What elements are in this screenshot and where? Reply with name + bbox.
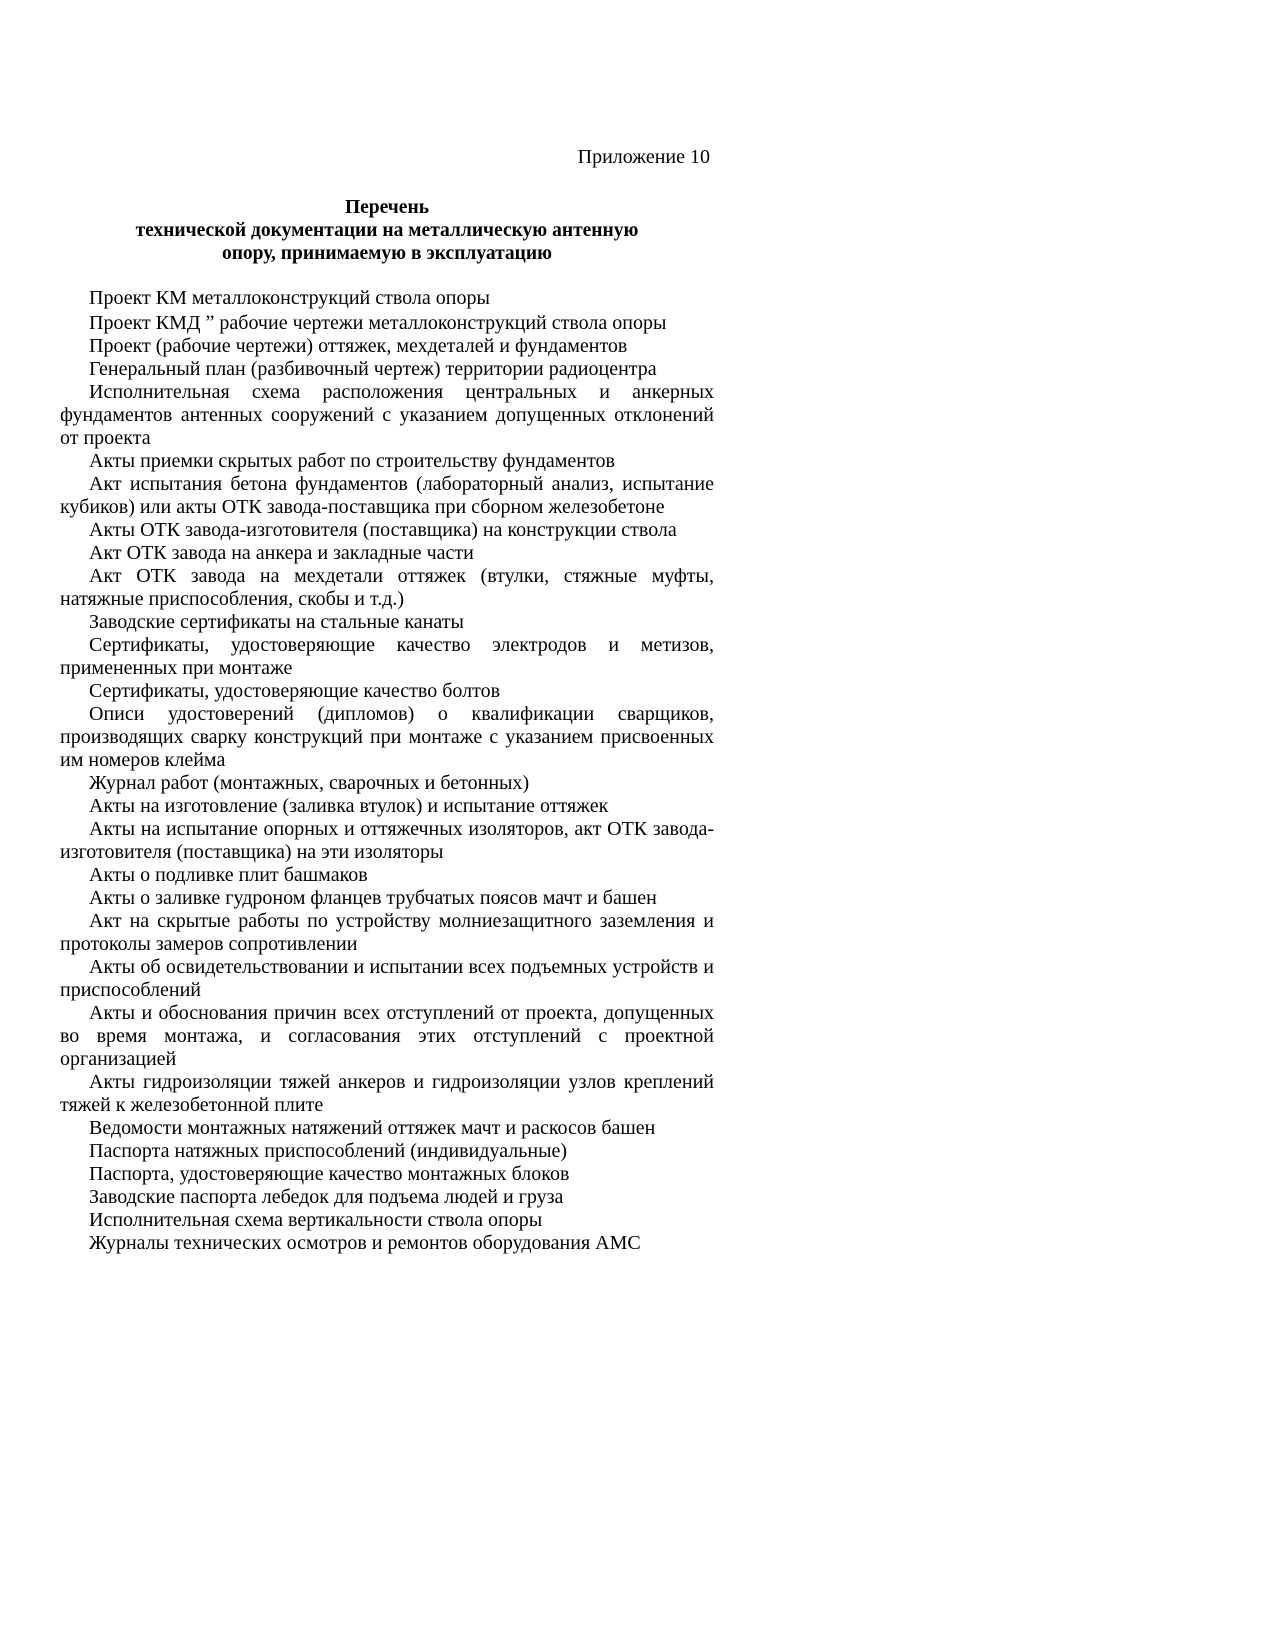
document-title <box>60 196 714 265</box>
list-item: Акты ОТК завода-изготовителя (поставщика) на конструкции ствола <box>89 519 677 541</box>
title-line-2: технической документации на металлическую антенную <box>135 220 639 241</box>
list-item: Проект КМ металлоконструкций ствола опоры <box>89 287 490 309</box>
list-item: Акт на скрытые работы по устройству молниезащитного заземления и протоколы замеров сопротивлении <box>60 910 714 955</box>
list-item: Акты о заливке гудроном фланцев трубчатых поясов мачт и башен <box>89 887 657 909</box>
list-item: Акты гидроизоляции тяжей анкеров и гидроизоляции узлов креплений тяжей к железобетонной плите <box>60 1071 714 1116</box>
list-item: Акты на изготовление (заливка втулок) и испытание оттяжек <box>89 795 609 817</box>
list-item: Акты и обоснования причин всех отступлений от проекта, допущенных во время монтажа, и согласования этих отступлений с проектной организацией <box>60 1002 714 1070</box>
list-item: Акты приемки скрытых работ по строительству фундаментов <box>89 450 615 472</box>
list-item: Описи удостоверений (дипломов) о квалификации сварщиков, производящих сварку конструкций при монтаже с указанием присвоенных им номеров клейма <box>60 703 714 771</box>
list-item: Проект (рабочие чертежи) оттяжек, мехдеталей и фундаментов <box>89 335 628 357</box>
list-item: Исполнительная схема вертикальности ствола опоры <box>89 1209 543 1231</box>
list-item: Проект КМД ˮ рабочие чертежи металлоконструкций ствола опоры <box>89 312 667 334</box>
list-item: Журнал работ (монтажных, сварочных и бетонных) <box>89 772 530 794</box>
list-item: Ведомости монтажных натяжений оттяжек мачт и раскосов башен <box>89 1117 656 1139</box>
list-item: Исполнительная схема расположения центральных и анкерных фундаментов антенных сооружений с указанием допущенных отклонений от проекта <box>60 381 714 449</box>
list-item: Паспорта натяжных приспособлений (индивидуальные) <box>89 1140 568 1162</box>
list-item: Сертификаты, удостоверяющие качество болтов <box>89 680 501 702</box>
list-item: Акт ОТК завода на мехдетали оттяжек (втулки, стяжные муфты, натяжные приспособления, скобы и т.д.) <box>60 565 714 610</box>
documentation-list <box>60 287 714 1255</box>
title-line-1: Перечень <box>344 197 430 218</box>
list-item: Генеральный план (разбивочный чертеж) территории радиоцентра <box>89 358 657 380</box>
appendix-label: Приложение 10 <box>577 146 710 168</box>
list-item: Журналы технических осмотров и ремонтов оборудования АМС <box>89 1232 641 1254</box>
list-item: Акты о подливке плит башмаков <box>89 864 368 886</box>
list-item: Акт ОТК завода на анкера и закладные части <box>89 542 474 564</box>
list-item: Паспорта, удостоверяющие качество монтажных блоков <box>89 1163 570 1185</box>
list-item: Сертификаты, удостоверяющие качество электродов и метизов, примененных при монтаже <box>60 634 714 679</box>
list-item: Акты на испытание опорных и оттяжечных изоляторов, акт ОТК завода-изготовителя (поставщика) на эти изоляторы <box>60 818 714 863</box>
list-item: Акты об освидетельствовании и испытании всех подъемных устройств и приспособлений <box>60 956 714 1001</box>
list-item: Акт испытания бетона фундаментов (лабораторный анализ, испытание кубиков) или акты ОТК завода-поставщика при сборном железобетоне <box>60 473 714 518</box>
title-line-3: опору, принимаемую в эксплуатацию <box>221 243 553 264</box>
list-item: Заводские сертификаты на стальные канаты <box>89 611 464 633</box>
list-item: Заводские паспорта лебедок для подъема людей и груза <box>89 1186 564 1208</box>
